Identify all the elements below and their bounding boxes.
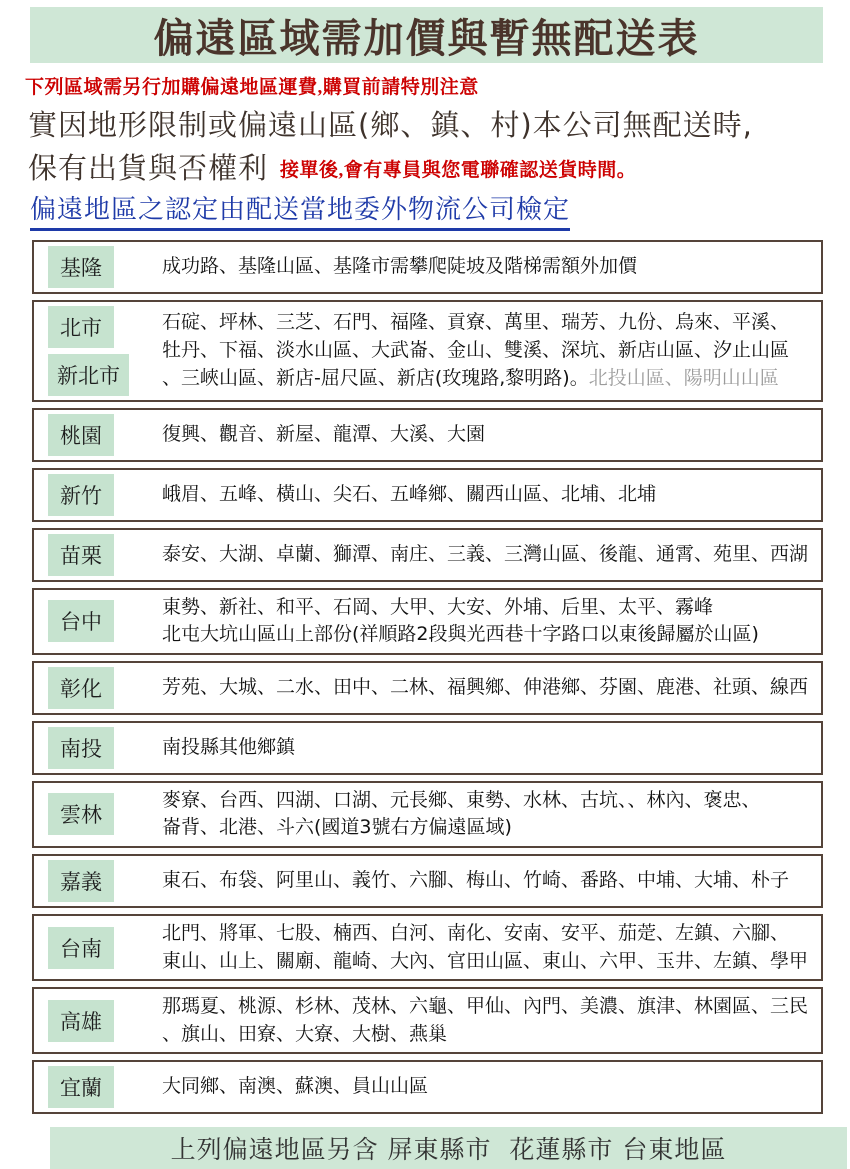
region-row: [32, 408, 823, 462]
region-label-column: [48, 246, 144, 288]
region-label: 桃園: [48, 414, 114, 456]
region-row: [32, 661, 823, 715]
region-label: 基隆: [48, 246, 114, 288]
region-content: [144, 920, 813, 975]
region-row: [32, 987, 823, 1054]
footer-banner: [50, 1127, 847, 1169]
region-label-column: [48, 1000, 144, 1042]
region-content: [144, 421, 813, 449]
gray-area-note: 北投山區、陽明山山區: [588, 366, 779, 389]
region-content: [144, 674, 813, 702]
region-content-line: 北屯大坑山區山上部份(祥順路2段與光西巷十字路口以東後歸屬於山區): [162, 623, 759, 646]
region-row: [32, 914, 823, 981]
region-row: [32, 528, 823, 582]
region-label: 高雄: [48, 1000, 114, 1042]
region-label: 南投: [48, 727, 114, 769]
region-content: [144, 867, 813, 895]
region-table: [32, 240, 823, 1114]
region-content-line: 石碇、坪林、三芝、石門、福隆、貢寮、萬里、瑞芳、九份、烏來、平溪、: [162, 311, 790, 334]
notice-line-2-red: 接單後,會有專員與您電聯確認送貨時間。: [280, 160, 637, 182]
region-label-column: [48, 306, 144, 396]
notice-line-2: 保有出貨與否權利: [28, 151, 269, 186]
region-content-line: 大同鄉、南澳、蘇澳、員山山區: [162, 1075, 429, 1098]
region-content-line: 麥寮、台西、四湖、口湖、元長鄉、東勢、水林、古坑、、林內、褒忠、: [162, 788, 761, 811]
title-banner: [30, 7, 823, 63]
region-content: [144, 541, 813, 569]
region-label: 嘉義: [48, 860, 114, 902]
region-label: 台南: [48, 927, 114, 969]
region-content: [144, 993, 813, 1048]
region-label: 雲林: [48, 793, 114, 835]
notice-line-2-row: [28, 149, 850, 188]
region-content: [144, 481, 813, 509]
region-content-line: 峨眉、五峰、橫山、尖石、五峰鄉、關西山區、北埔、北埔: [162, 483, 657, 505]
region-row: [32, 468, 823, 522]
region-content: [144, 1073, 813, 1101]
region-label-column: [48, 600, 144, 642]
red-warning-text: 下列區域需另行加購偏遠地區運費,購買前請特別注意: [25, 77, 479, 98]
region-label: 彰化: [48, 667, 114, 709]
region-row: [32, 300, 823, 402]
blue-heading: 偏遠地區之認定由配送當地委外物流公司檢定: [30, 194, 570, 231]
region-row: [32, 721, 823, 775]
region-label-column: [48, 534, 144, 576]
footer-text: 上列偏遠地區另含 屏東縣市 花蓮縣市 台東地區: [170, 1135, 727, 1165]
region-row: [32, 781, 823, 848]
region-row: [32, 1060, 823, 1114]
region-label: 台中: [48, 600, 114, 642]
region-content-line: 東勢、新社、和平、石岡、大甲、大安、外埔、后里、太平、霧峰: [162, 595, 714, 618]
region-content-line: 泰安、大湖、卓蘭、獅潭、南庄、三義、三灣山區、後龍、通霄、苑里、西湖: [162, 543, 809, 565]
region-row: [32, 588, 823, 655]
region-label-column: [48, 927, 144, 969]
page-title: 偏遠區域需加價與暫無配送表: [153, 15, 700, 62]
region-label-column: [48, 667, 144, 709]
region-content: [144, 253, 813, 281]
region-content-line: 那瑪夏、桃源、杉林、茂林、六龜、甲仙、內門、美濃、旗津、林園區、三民: [162, 995, 809, 1018]
region-content: [144, 309, 813, 392]
region-label-column: [48, 860, 144, 902]
region-content-line: 牡丹、下福、淡水山區、大武崙、金山、雙溪、深坑、新店山區、汐止山區: [162, 339, 790, 361]
region-content-line: 北門、將軍、七股、楠西、白河、南化、安南、安平、茄萣、左鎮、六腳、: [162, 921, 790, 944]
region-content-line: 東山、山上、關廟、龍崎、大內、官田山區、東山、六甲、玉井、左鎮、學甲: [162, 949, 809, 972]
region-row: [32, 240, 823, 294]
region-label: 苗栗: [48, 534, 114, 576]
notice-line-1: 實因地形限制或偏遠山區(鄉、鎮、村)本公司無配送時,: [28, 108, 753, 142]
region-content-line: 南投縣其他鄉鎮: [162, 736, 296, 759]
region-label-column: [48, 1066, 144, 1108]
region-content-line: 芳苑、大城、二水、田中、二林、福興鄉、伸港鄉、芬園、鹿港、社頭、線西: [162, 676, 809, 699]
region-content-line: 東石、布袋、阿里山、義竹、六腳、梅山、竹崎、番路、中埔、大埔、朴子: [162, 869, 790, 892]
region-content: [144, 734, 813, 762]
region-label-column: [48, 727, 144, 769]
region-label: 北市: [48, 306, 114, 348]
region-row: [32, 854, 823, 908]
region-label-column: [48, 793, 144, 835]
region-content-line: 崙背、北港、斗六(國道3號右方偏遠區域): [162, 816, 512, 839]
region-content-line: 、旗山、田寮、大寮、大樹、燕巢: [162, 1022, 448, 1045]
region-label-column: [48, 414, 144, 456]
region-content-line: 、三峽山區、新店-屈尺區、新店(玫瑰路,黎明路)。北投山區、陽明山山區: [162, 366, 779, 389]
region-content-line: 復興、觀音、新屋、龍潭、大溪、大園: [162, 423, 486, 445]
region-label-column: [48, 474, 144, 516]
region-label: 新竹: [48, 474, 114, 516]
region-content: [144, 787, 813, 842]
region-content-line: 成功路、基隆山區、基隆市需攀爬陡坡及階梯需額外加價: [162, 255, 638, 277]
region-label: 宜蘭: [48, 1066, 114, 1108]
region-label: 新北市: [48, 354, 129, 396]
region-content: [144, 594, 813, 649]
